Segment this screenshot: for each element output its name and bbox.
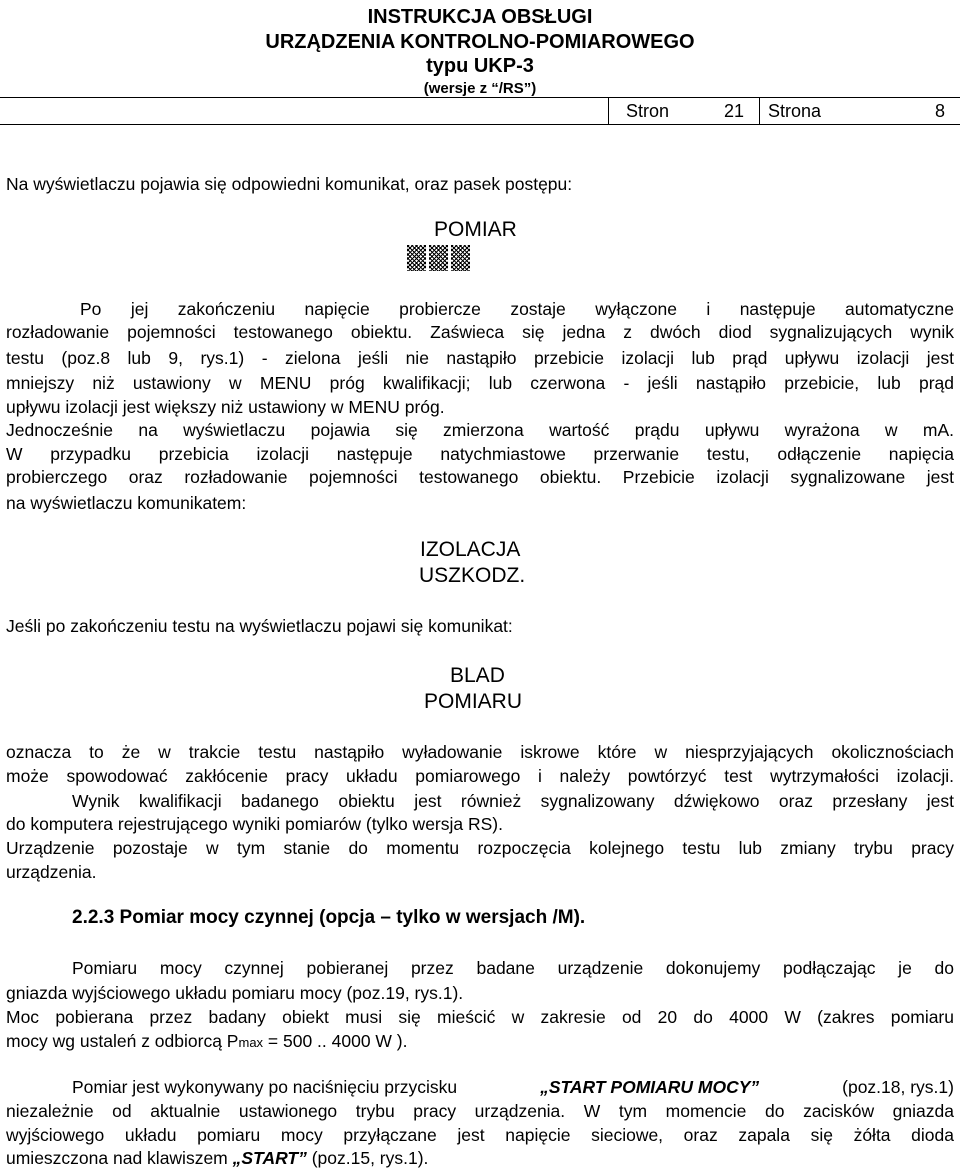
paragraph-line: Pomiaru mocy czynnej pobieranej przez badane urządzenie dokonujemy podłączając je do bbox=[72, 958, 954, 978]
header-title-line4: (wersje z “/RS”) bbox=[423, 80, 537, 97]
text-run: umieszczona nad klawiszem bbox=[6, 1148, 233, 1168]
subscript-max: max bbox=[238, 1035, 264, 1050]
page-count-value: 21 bbox=[724, 101, 745, 121]
progress-block-icon bbox=[429, 245, 448, 271]
header-title-line3: typu UKP-3 bbox=[426, 55, 534, 77]
header-title-line1: INSTRUKCJA OBSŁUGI bbox=[367, 6, 593, 28]
page-count-label: Stron bbox=[626, 101, 670, 121]
paragraph-line: Jednocześnie na wyświetlaczu pojawia się zmierzona wartość prądu upływu wyrażona w mA. bbox=[6, 420, 954, 440]
page-number-value: 8 bbox=[935, 101, 946, 121]
display-message-blad: BLAD bbox=[450, 664, 505, 687]
header-divider-top bbox=[0, 97, 960, 98]
paragraph-line: Urządzenie pozostaje w tym stanie do momentu rozpoczęcia kolejnego testu lub zmiany trybu pracy bbox=[6, 838, 954, 858]
paragraph-line bbox=[6, 1030, 954, 1054]
progress-block-icon bbox=[451, 245, 470, 271]
text-run: (poz.18, rys.1) bbox=[837, 1077, 954, 1097]
paragraph-line: rozładowanie pojemności testowanego obiektu. Zaświeca się jedna z dwóch diod sygnalizujących wynik bbox=[6, 322, 954, 342]
paragraph-line: wyjściowego układu pomiaru mocy przyłączane jest napięcie sieciowe, oraz zapala się żółta dioda bbox=[6, 1125, 954, 1145]
paragraph-line: na wyświetlaczu komunikatem: bbox=[6, 493, 247, 513]
progress-block-icon bbox=[407, 245, 426, 271]
paragraph-line: do komputera rejestrującego wyniki pomiarów (tylko wersja RS). bbox=[6, 814, 503, 834]
text-run: = 500 .. 4000 W ). bbox=[263, 1031, 408, 1051]
display-message-pomiaru: POMIARU bbox=[424, 690, 523, 713]
paragraph-intro: Na wyświetlaczu pojawia się odpowiedni komunikat, oraz pasek postępu: bbox=[6, 174, 573, 194]
text-run: (poz.15, rys.1). bbox=[306, 1148, 429, 1168]
paragraph-line: oznacza to że w trakcie testu nastąpiło wyładowanie iskrowe które w niesprzyjających okolicznościach bbox=[6, 742, 954, 762]
paragraph-line: upływu izolacji jest większy niż ustawiony w MENU próg. bbox=[6, 397, 445, 417]
paragraph-line: może spowodować zakłócenie pracy układu pomiarowego i należy powtórzyć test wytrzymałości izolacji. bbox=[6, 766, 954, 786]
button-name-start: „START” bbox=[232, 1148, 307, 1168]
paragraph-line bbox=[6, 1147, 954, 1169]
paragraph-line: Moc pobierana przez badany obiekt musi się mieścić w zakresie od 20 do 4000 W (zakres pomiaru bbox=[6, 1007, 954, 1027]
text-run: Pomiar jest wykonywany po naciśnięciu przycisku bbox=[72, 1077, 463, 1097]
page-number-label: Strona bbox=[768, 101, 822, 121]
paragraph-line: Po jej zakończeniu napięcie probiercze zostaje wyłączone i następuje automatyczne bbox=[80, 299, 954, 319]
header-separator-left bbox=[608, 97, 609, 124]
display-message-izolacja: IZOLACJA bbox=[420, 538, 521, 561]
header-title-line2: URZĄDZENIA KONTROLNO-POMIAROWEGO bbox=[265, 31, 695, 53]
paragraph-line bbox=[72, 1076, 954, 1098]
display-message-pomiar: POMIAR bbox=[434, 218, 517, 241]
button-name-start-pomiaru-mocy: „START POMIARU MOCY” bbox=[540, 1077, 760, 1097]
paragraph-line: niezależnie od aktualnie ustawionego trybu pracy urządzenia. W tym momencie do zacisków gniazda bbox=[6, 1101, 954, 1121]
paragraph-line: testu (poz.8 lub 9, rys.1) - zielona jeśli nie nastąpiło przebicie izolacji lub prąd upływu izolacji jest bbox=[6, 348, 954, 368]
paragraph-line: gniazda wyjściowego układu pomiaru mocy (poz.19, rys.1). bbox=[6, 983, 464, 1003]
text-run: mocy wg ustaleń z odbiorcą P bbox=[6, 1031, 239, 1051]
header-separator-right bbox=[759, 97, 760, 124]
display-message-uszkodz: USZKODZ. bbox=[419, 564, 526, 587]
header-divider-bottom bbox=[0, 124, 960, 125]
paragraph-line: urządzenia. bbox=[6, 862, 97, 882]
paragraph-line: Jeśli po zakończeniu testu na wyświetlaczu pojawi się komunikat: bbox=[6, 616, 513, 636]
paragraph-line: mniejszy niż ustawiony w MENU próg kwalifikacji; lub czerwona - jeśli nastąpiło przebicie, lub prąd bbox=[6, 373, 954, 393]
section-heading: 2.2.3 Pomiar mocy czynnej (opcja – tylko w wersjach /M). bbox=[72, 907, 586, 928]
paragraph-line: W przypadku przebicia izolacji następuje natychmiastowe przerwanie testu, odłączenie napięcia bbox=[6, 444, 954, 464]
paragraph-line: Wynik kwalifikacji badanego obiektu jest również sygnalizowany dźwiękowo oraz przesłany jest bbox=[72, 791, 954, 811]
paragraph-line: probierczego oraz rozładowanie pojemności testowanego obiektu. Przebicie izolacji sygnalizowane jest bbox=[6, 467, 954, 487]
